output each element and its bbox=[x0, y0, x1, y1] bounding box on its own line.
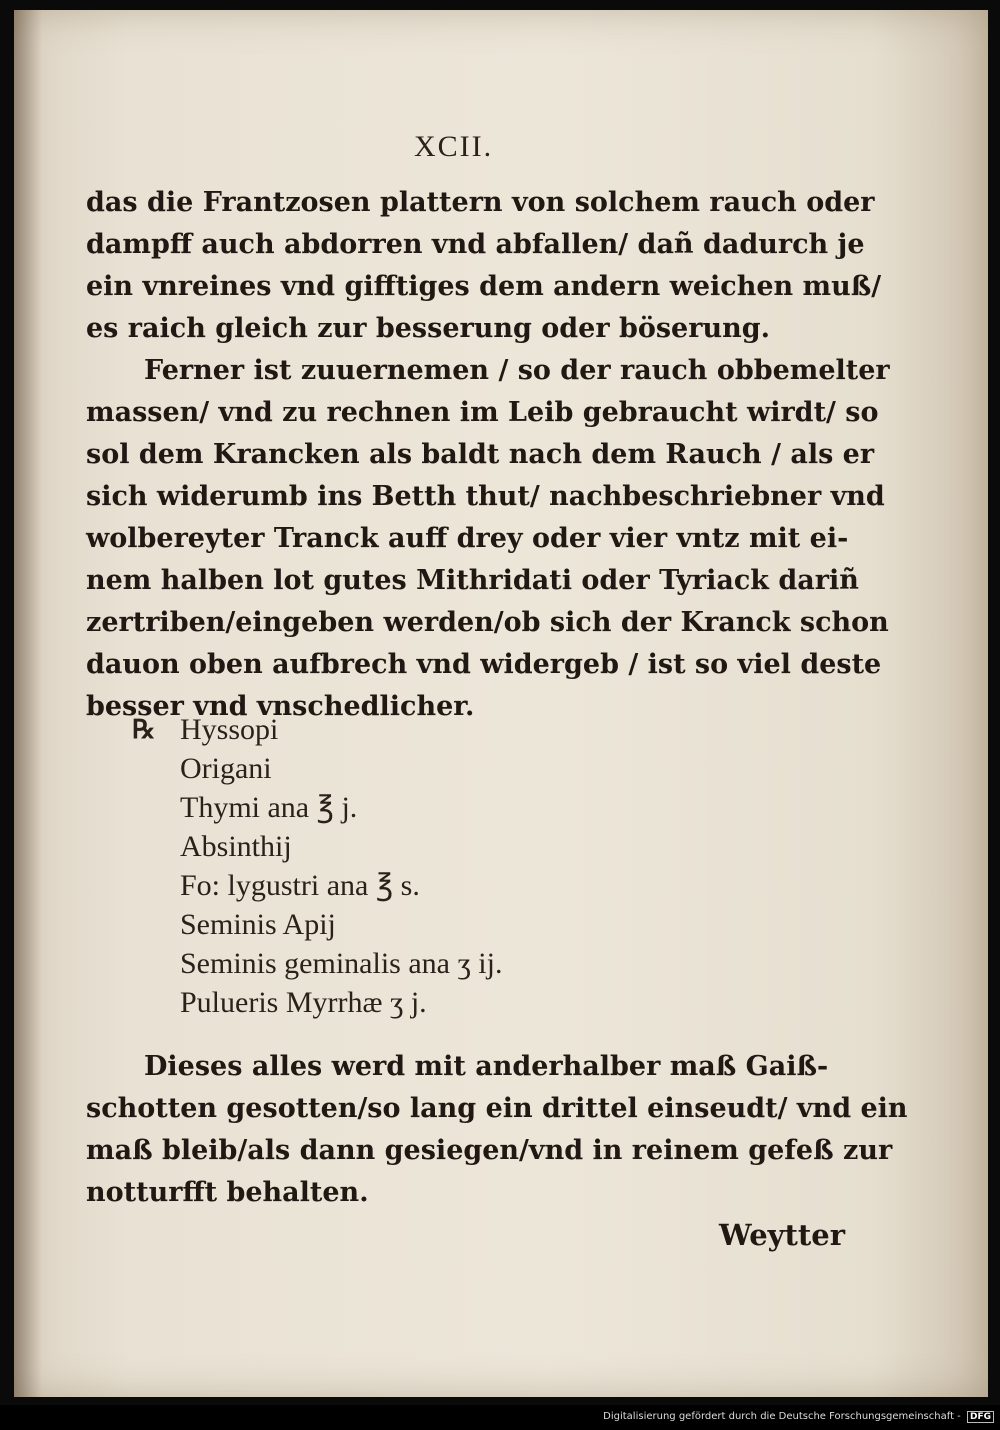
text-line: Dieses alles werd mit anderhalber maß Gaiß- bbox=[144, 1051, 829, 1082]
text-line: schotten gesotten/so lang ein drittel einseudt/ vnd ein bbox=[86, 1093, 908, 1124]
text-line: maß bleib/als dann gesiegen/vnd in reinem gefeß zur bbox=[86, 1135, 893, 1166]
text-line: dauon oben aufbrech vnd widergeb / ist so viel deste bbox=[86, 649, 882, 680]
dfg-logo: DFG bbox=[967, 1411, 994, 1423]
recipe-ingredient: Origani bbox=[180, 752, 272, 785]
text-line: sich widerumb ins Betth thut/ nachbeschriebner vnd bbox=[86, 481, 885, 512]
recipe-ingredient: Seminis geminalis ana ʒ ij. bbox=[180, 947, 503, 980]
text-line: Ferner ist zuuernemen / so der rauch obbemelter bbox=[144, 355, 890, 386]
text-line: zertriben/eingeben werden/ob sich der Kranck schon bbox=[86, 607, 889, 638]
folio-number: XCII. bbox=[414, 130, 494, 163]
recipe-symbol: ℞ bbox=[132, 715, 156, 744]
text-line: das die Frantzosen plattern von solchem rauch oder bbox=[86, 187, 875, 218]
text-line: es raich gleich zur besserung oder böserung. bbox=[86, 313, 770, 344]
recipe-ingredient: Absinthij bbox=[180, 830, 292, 863]
book-page bbox=[14, 10, 988, 1397]
recipe-ingredient: Fo: lygustri ana ℥ s. bbox=[180, 869, 420, 902]
text-line: notturfft behalten. bbox=[86, 1177, 369, 1208]
recipe-ingredient: Hyssopi bbox=[180, 713, 279, 746]
recipe-ingredient: Pulueris Myrrhæ ʒ j. bbox=[180, 986, 427, 1019]
text-line: massen/ vnd zu rechnen im Leib gebraucht wirdt/ so bbox=[86, 397, 879, 428]
page-gutter-shadow bbox=[14, 10, 42, 1397]
paragraph-2 bbox=[86, 350, 890, 728]
digitization-credit bbox=[603, 1411, 994, 1423]
recipe-ingredient: Seminis Apij bbox=[180, 908, 336, 941]
text-line: besser vnd vnschedlicher. bbox=[86, 691, 475, 722]
text-line: sol dem Krancken als baldt nach dem Rauch / als er bbox=[86, 439, 875, 470]
text-line: ein vnreines vnd gifftiges dem andern weichen muß/ bbox=[86, 271, 882, 302]
paragraph-1 bbox=[86, 182, 882, 350]
catchword: Weytter bbox=[719, 1218, 846, 1252]
recipe-ingredient: Thymi ana ℥ j. bbox=[180, 791, 358, 824]
credit-text: Digitalisierung gefördert durch die Deutsche Forschungsgemeinschaft - bbox=[603, 1411, 961, 1422]
paragraph-3 bbox=[86, 1046, 908, 1214]
text-line: wolbereyter Tranck auff drey oder vier vntz mit ei- bbox=[86, 523, 849, 554]
recipe-list bbox=[132, 710, 502, 1022]
text-line: nem halben lot gutes Mithridati oder Tyriack dariñ bbox=[86, 565, 859, 596]
text-line: dampff auch abdorren vnd abfallen/ dañ dadurch je bbox=[86, 229, 865, 260]
